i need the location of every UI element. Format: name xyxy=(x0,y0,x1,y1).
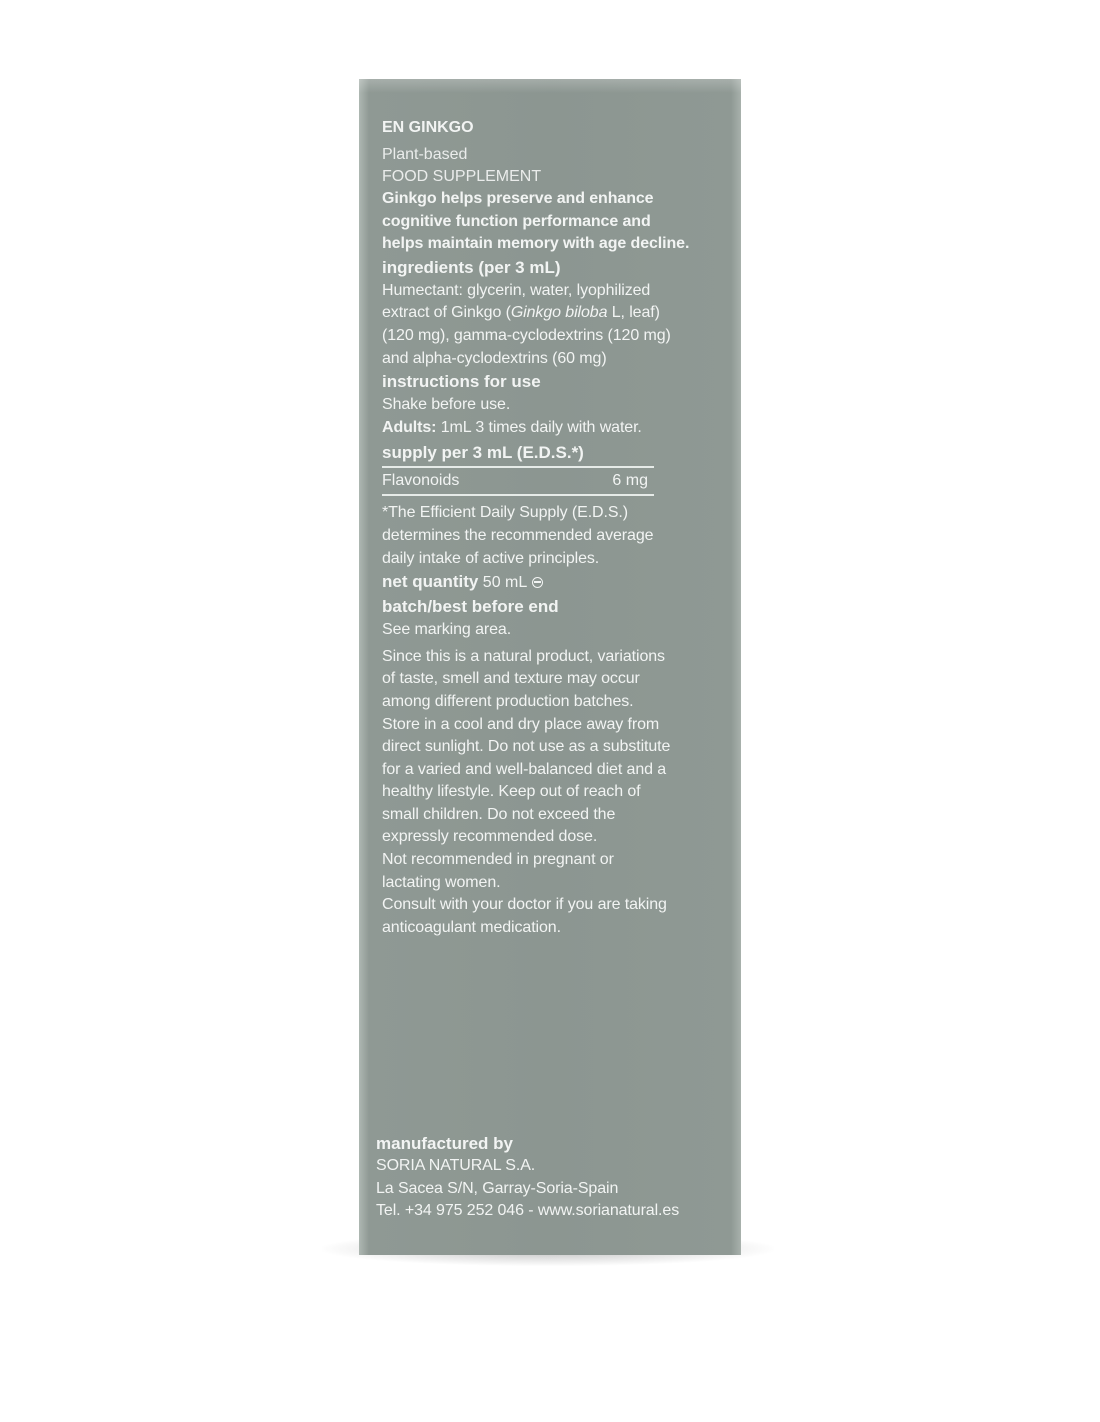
health-claim xyxy=(382,188,727,256)
warnings-text xyxy=(382,646,727,940)
manufacturer-heading: manufactured by xyxy=(376,1134,513,1153)
adults-label: Adults: xyxy=(382,418,437,436)
estimated-sign-icon xyxy=(532,577,543,588)
manufacturer-block xyxy=(376,1133,736,1223)
product-box-side-panel xyxy=(359,79,741,1255)
ingredients-text xyxy=(382,280,727,370)
ingredients-line: (120 mg), gamma-cyclodextrins (120 mg) xyxy=(382,326,671,344)
warning-line: Consult with your doctor if you are taking xyxy=(382,896,667,914)
ingredients-line-part: extract of Ginkgo ( xyxy=(382,304,511,322)
instructions-line: Shake before use. xyxy=(382,396,511,414)
warning-line: healthy lifestyle. Keep out of reach of xyxy=(382,783,641,801)
warning-line: Store in a cool and dry place away from xyxy=(382,715,660,733)
warning-line: expressly recommended dose. xyxy=(382,828,598,846)
claim-line: Ginkgo helps preserve and enhance xyxy=(382,190,654,207)
label-content xyxy=(382,117,727,939)
manufacturer-contact: Tel. +34 975 252 046 - www.sorianatural.es xyxy=(376,1202,680,1220)
claim-line: helps maintain memory with age decline. xyxy=(382,235,690,253)
supply-item-value: 6 mg xyxy=(612,472,648,490)
eds-note xyxy=(382,502,727,570)
eds-note-line: *The Efficient Daily Supply (E.D.S.) xyxy=(382,504,628,522)
warning-line: direct sunlight. Do not use as a substitute xyxy=(382,738,671,756)
instructions-heading: instructions for use xyxy=(382,372,541,392)
warning-line: Not recommended in pregnant or xyxy=(382,851,614,869)
manufacturer-address: La Sacea S/N, Garray-Soria-Spain xyxy=(376,1179,619,1197)
product-title: EN GINKGO xyxy=(382,119,474,136)
claim-line: cognitive function performance and xyxy=(382,212,651,230)
warning-line: of taste, smell and texture may occur xyxy=(382,670,640,688)
product-subtitle-1: Plant-based xyxy=(382,146,468,163)
manufacturer-name: SORIA NATURAL S.A. xyxy=(376,1157,536,1174)
batch-text: See marking area. xyxy=(382,621,512,639)
ingredients-line: Humectant: glycerin, water, lyophilized xyxy=(382,281,651,299)
adults-text: 1mL 3 times daily with water. xyxy=(436,418,642,436)
product-subtitle-2: FOOD SUPPLEMENT xyxy=(382,168,542,185)
eds-note-line: daily intake of active principles. xyxy=(382,549,600,567)
ingredients-line xyxy=(382,302,727,325)
warning-line: small children. Do not exceed the xyxy=(382,805,616,823)
warning-line: Since this is a natural product, variations xyxy=(382,647,665,665)
supply-heading: supply per 3 mL (E.D.S.*) xyxy=(382,443,584,463)
eds-note-line: determines the recommended average xyxy=(382,526,654,544)
botanical-name: Ginkgo biloba xyxy=(510,304,608,322)
net-quantity xyxy=(382,570,727,595)
supply-table xyxy=(382,466,654,496)
warning-line: among different production batches. xyxy=(382,692,634,710)
net-quantity-value: 50 mL xyxy=(478,574,528,592)
batch-heading: batch/best before end xyxy=(382,597,559,617)
supply-item-name: Flavonoids xyxy=(382,472,460,490)
ingredients-heading: ingredients (per 3 mL) xyxy=(382,257,561,277)
ingredients-line: and alpha-cyclodextrins (60 mg) xyxy=(382,349,607,367)
ingredients-line-part: L, leaf) xyxy=(607,304,660,322)
net-quantity-label: net quantity xyxy=(382,572,479,592)
warning-line: for a varied and well-balanced diet and a xyxy=(382,760,667,778)
instructions-adults xyxy=(382,417,727,440)
warning-line: anticoagulant medication. xyxy=(382,918,561,936)
table-row xyxy=(382,468,654,494)
warning-line: lactating women. xyxy=(382,873,501,891)
